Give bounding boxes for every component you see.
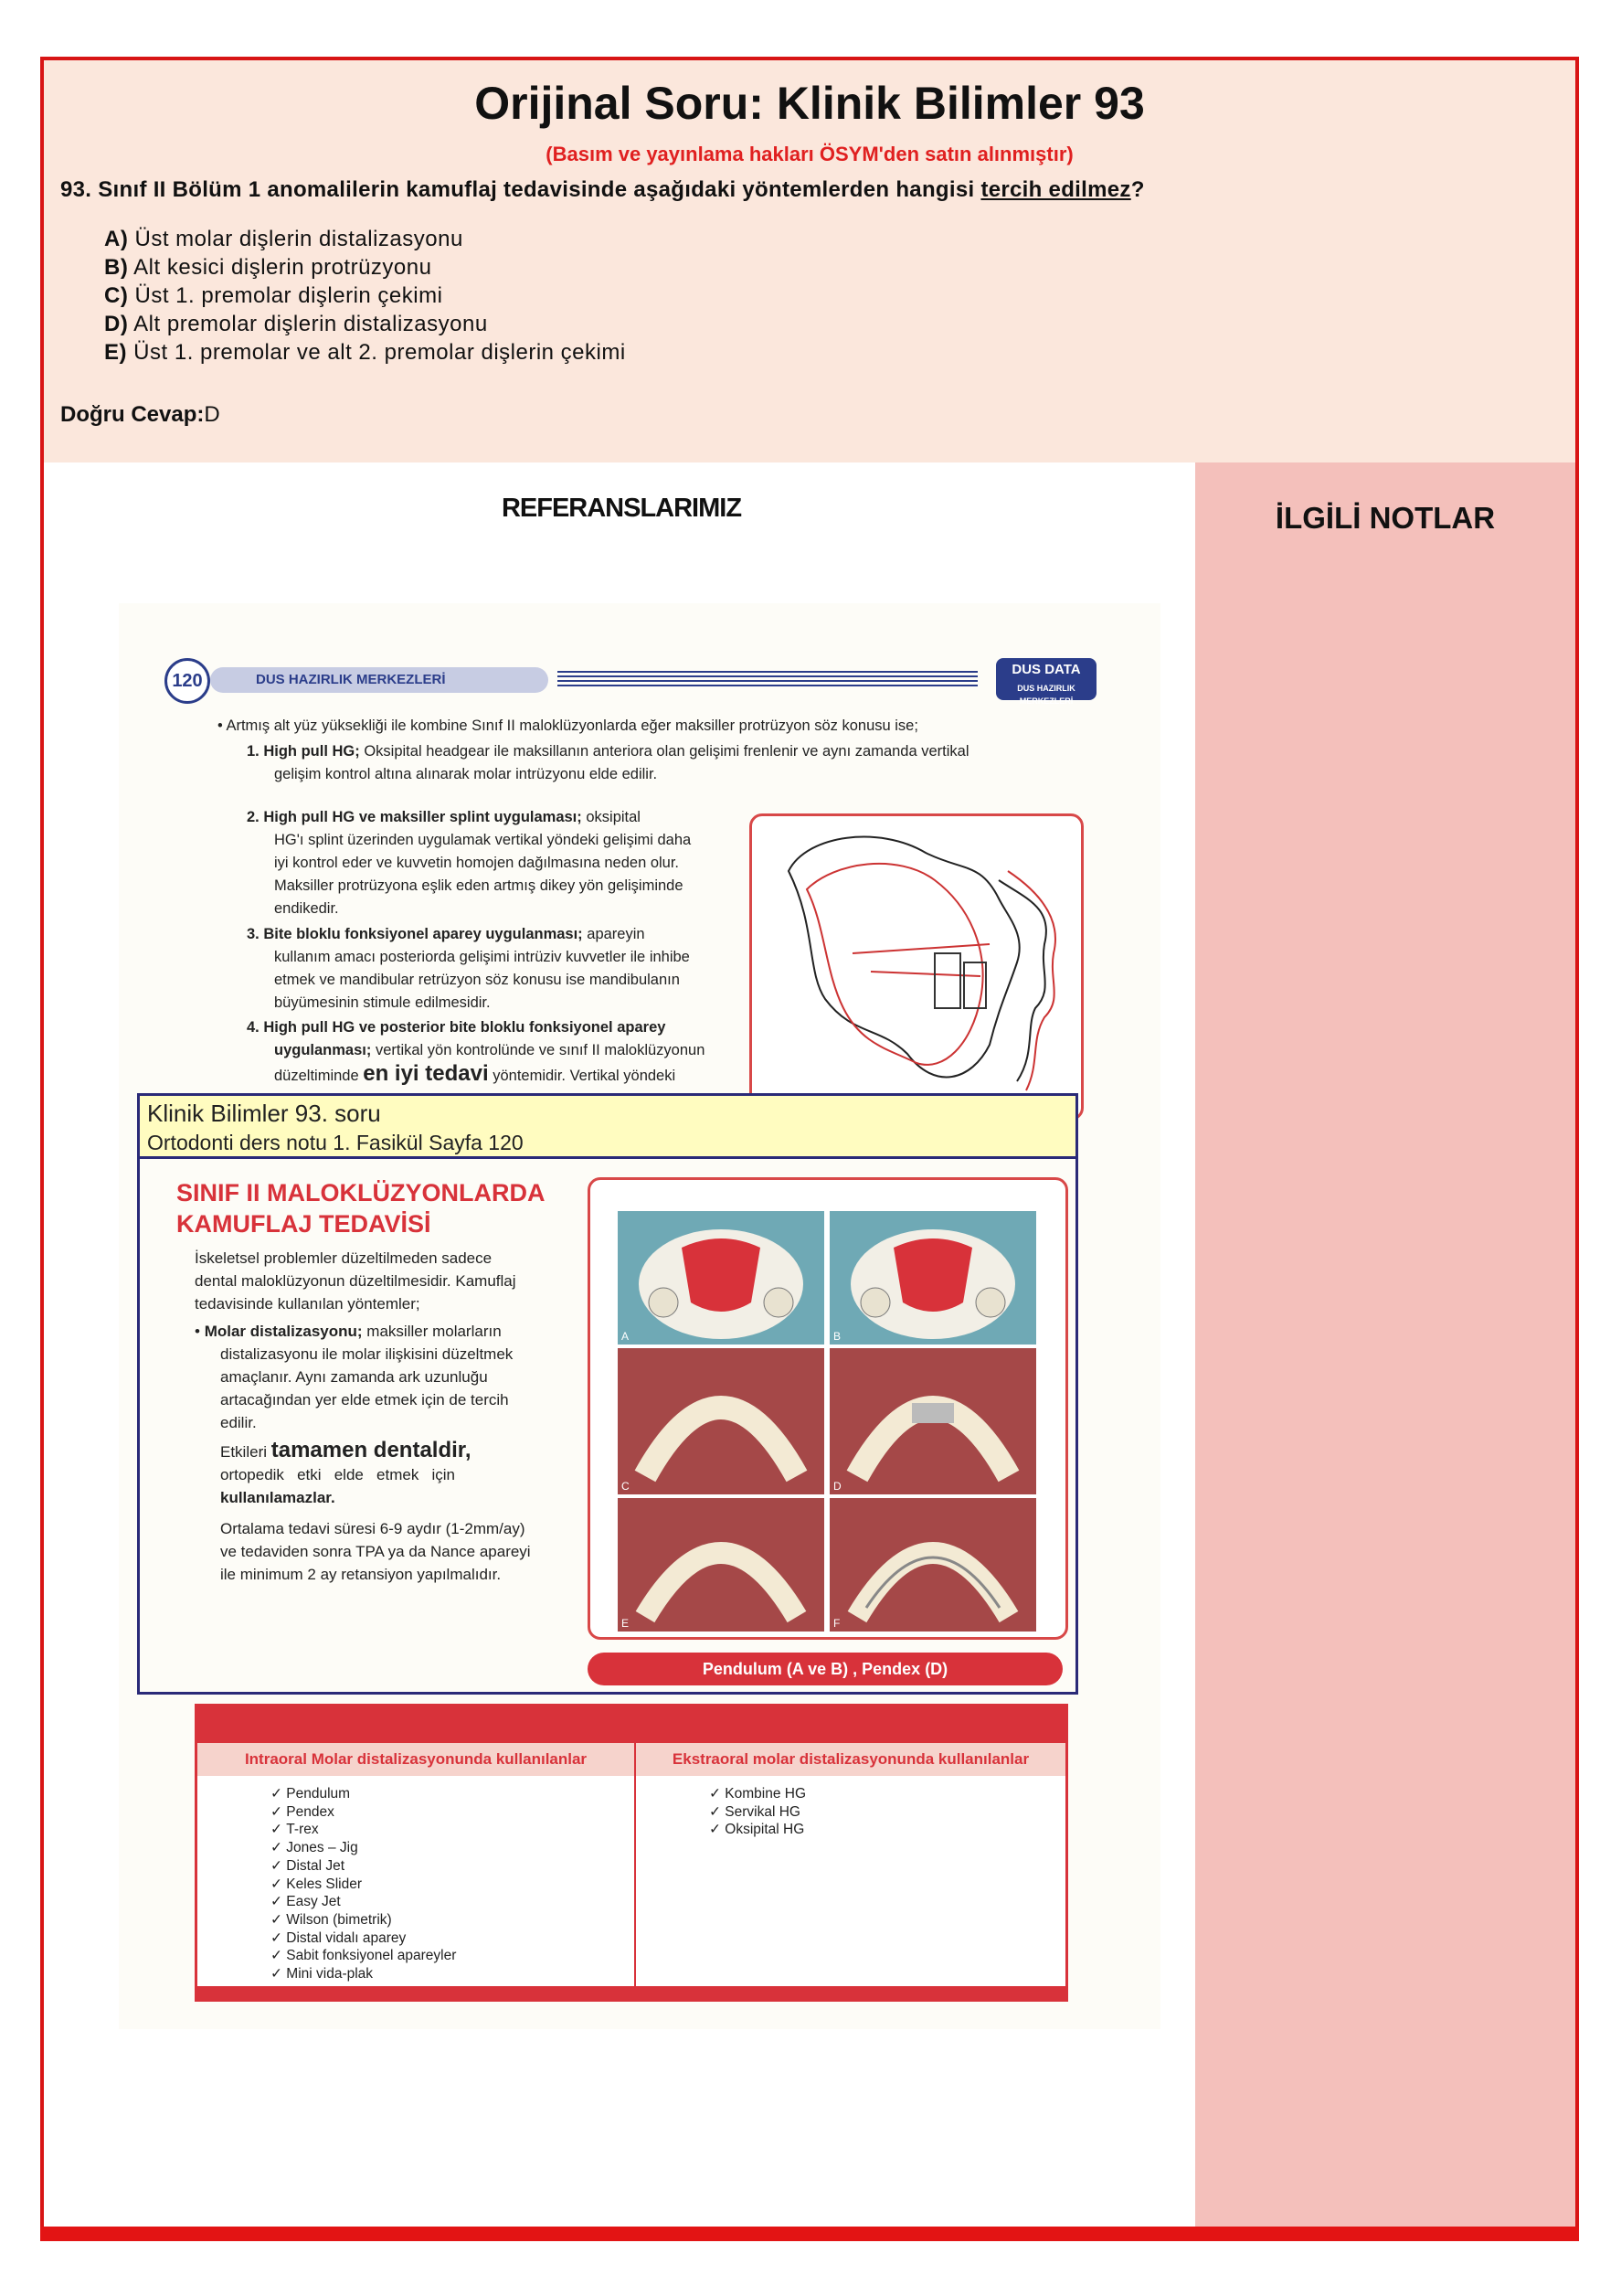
intraoral-photo-f-drawing [830,1498,1036,1632]
book-clip [137,1159,1078,1695]
list-item: ✓ Kombine HG [709,1785,806,1803]
appliance-photos [588,1177,1068,1640]
option-e: E) Üst 1. premolar ve alt 2. premolar dişlerin çekimi [104,340,626,365]
page-number: 120 [164,658,210,704]
header-lines [557,671,978,689]
list-item: ✓ Keles Slider [270,1876,456,1894]
intraoral-photo-d-drawing [830,1348,1036,1494]
list-item: ✓ Pendex [270,1803,456,1822]
question-stem: Sınıf II Bölüm 1 anomalilerin kamuflaj tedavisinde aşağıdaki yöntemlerden hangisi [98,177,981,202]
clip-intro: İskeletsel problemler düzeltilmeden sadece dental maloklüzyonun düzeltilmesidir. Kamuflaj tedavisinde kullanılan yöntemler; [195,1249,516,1313]
header-label: DUS HAZIRLIK MERKEZLERİ [210,667,548,693]
table-header-intraoral: Intraoral Molar distalizasyonunda kullanılanlar [197,1743,634,1776]
pendulum-model-a-drawing [618,1211,824,1345]
copyright-note: (Basım ve yayınlama hakları ÖSYM'den satın alınmıştır) [546,143,1074,165]
notes-panel [1195,462,1575,2227]
extraoral-list [709,1785,806,1839]
photo-b: B [830,1211,1036,1345]
item-4: 4. High pull HG ve posterior bite bloklu fonksiyonel aparey uygulanması; vertikal yön kontrolünde ve sınıf II maloklüzyonun düzeltiminde en iyi tedavi yöntemidir. Vertikal yöndeki [247,1019,705,1086]
clip-bullet: • Molar distalizasyonu; maksiller molarların distalizasyonu ile molar ilişkisini düzeltmek amaçlanır. Aynı zamanda ark uzunluğu artacağından yer elde etmek için de tercih edilir. [195,1323,514,1431]
bottom-bar [40,2227,1579,2241]
notes-title: İLGİLİ NOTLAR [1275,501,1496,535]
page-title: Orijinal Soru: Klinik Bilimler 93 [474,78,1145,129]
list-item: ✓ Mini vida-plak [270,1965,456,1983]
photo-caption: Pendulum (A ve B) , Pendex (D) [588,1653,1063,1685]
book-page-header [164,658,1081,706]
dus-data-logo: DUS DATA DUS HAZIRLIK MERKEZLERİ [996,658,1097,700]
list-item: ✓ Distal Jet [270,1857,456,1876]
clip-duration: Ortalama tedavi süresi 6-9 aydır (1-2mm/ay) ve tedaviden sonra TPA ya da Nance apareyi ile minimum 2 ay retansiyon yapılmalıdır. [220,1520,531,1583]
list-item: ✓ Wilson (bimetrik) [270,1911,456,1929]
pendulum-model-b-drawing [830,1211,1036,1345]
list-item: ✓ Pendulum [270,1785,456,1803]
intraoral-photo-e-drawing [618,1498,824,1632]
question-emphasis: tercih edilmez [980,177,1131,202]
table-divider [634,1743,636,1995]
distalization-table [195,1704,1068,2002]
list-item: ✓ Jones – Jig [270,1839,456,1857]
list-item: ✓ Oksipital HG [709,1821,806,1839]
question-text [60,177,1145,203]
references-title: REFERANSLARIMIZ [501,494,742,523]
question-end: ? [1130,177,1145,202]
photo-d: D [830,1348,1036,1494]
intro-text: • Artmış alt yüz yüksekliği ile kombine Sınıf II maloklüzyonlarda eğer maksiller protrüzyon söz konusu ise; [217,718,918,734]
option-a: A) Üst molar dişlerin distalizasyonu [104,227,463,251]
list-item: ✓ T-rex [270,1821,456,1839]
item-2: 2. High pull HG ve maksiller splint uygulaması; oksipital HG'ı splint üzerinden uygulamak vertikal yöndeki gelişimi daha iyi kontrol eder ve kuvvetin homojen dağılmasına neden olur. Maksiller protrüzyona eşlik eden artmış dikey yön gelişiminde endikedir. [247,809,692,917]
table-top-band [197,1706,1065,1743]
source-caption [137,1093,1078,1159]
table-header-extraoral: Ekstraoral molar distalizasyonunda kullanılanlar [636,1743,1065,1776]
photo-c: C [618,1348,824,1494]
question-panel [44,60,1575,462]
option-c: C) Üst 1. premolar dişlerin çekimi [104,283,443,308]
ceph-tracing-drawing [752,816,1075,1112]
table-bottom-band [197,1986,1065,1999]
option-b: B) Alt kesici dişlerin protrüzyonu [104,255,432,280]
photo-e: E [618,1498,824,1632]
list-item: ✓ Sabit fonksiyonel apareyler [270,1947,456,1965]
caption-question-ref: Klinik Bilimler 93. soru [147,1100,381,1127]
clip-effects: Etkileri tamamen dentaldir, ortopedik etki elde etmek için kullanılamazlar. [220,1438,471,1506]
photo-f: F [830,1498,1036,1632]
clip-title: SINIF II MALOKLÜZYONLARDA KAMUFLAJ TEDAVİSİ [176,1179,546,1238]
correct-answer: Doğru Cevap:D [60,402,220,427]
answer-options [104,225,626,367]
intraoral-photo-c-drawing [618,1348,824,1494]
item-3: 3. Bite bloklu fonksiyonel aparey uygulanması; apareyin kullanım amacı posteriorda gelişimi intrüziv kuvvetler ile inhibe etmek ve mandibular retrüzyon söz konusu ise mandibulanın büyümesinin stimule edilmesidir. [247,926,690,1011]
list-item: ✓ Servikal HG [709,1803,806,1822]
list-item: ✓ Distal vidalı aparey [270,1929,456,1948]
option-d: D) Alt premolar dişlerin distalizasyonu [104,312,488,336]
cephalometric-tracing-image [749,813,1084,1121]
question-number: 93. [60,177,92,202]
intraoral-list [270,1785,456,1983]
caption-source: Ortodonti ders notu 1. Fasikül Sayfa 120 [147,1131,524,1154]
item-1: 1. High pull HG; Oksipital headgear ile maksillanın anteriora olan gelişimi frenlenir ve aynı zamanda vertikal gelişim kontrol altına alınarak molar intrüzyonu elde edilir. [247,743,969,782]
list-item: ✓ Easy Jet [270,1893,456,1911]
photo-a: A [618,1211,824,1345]
